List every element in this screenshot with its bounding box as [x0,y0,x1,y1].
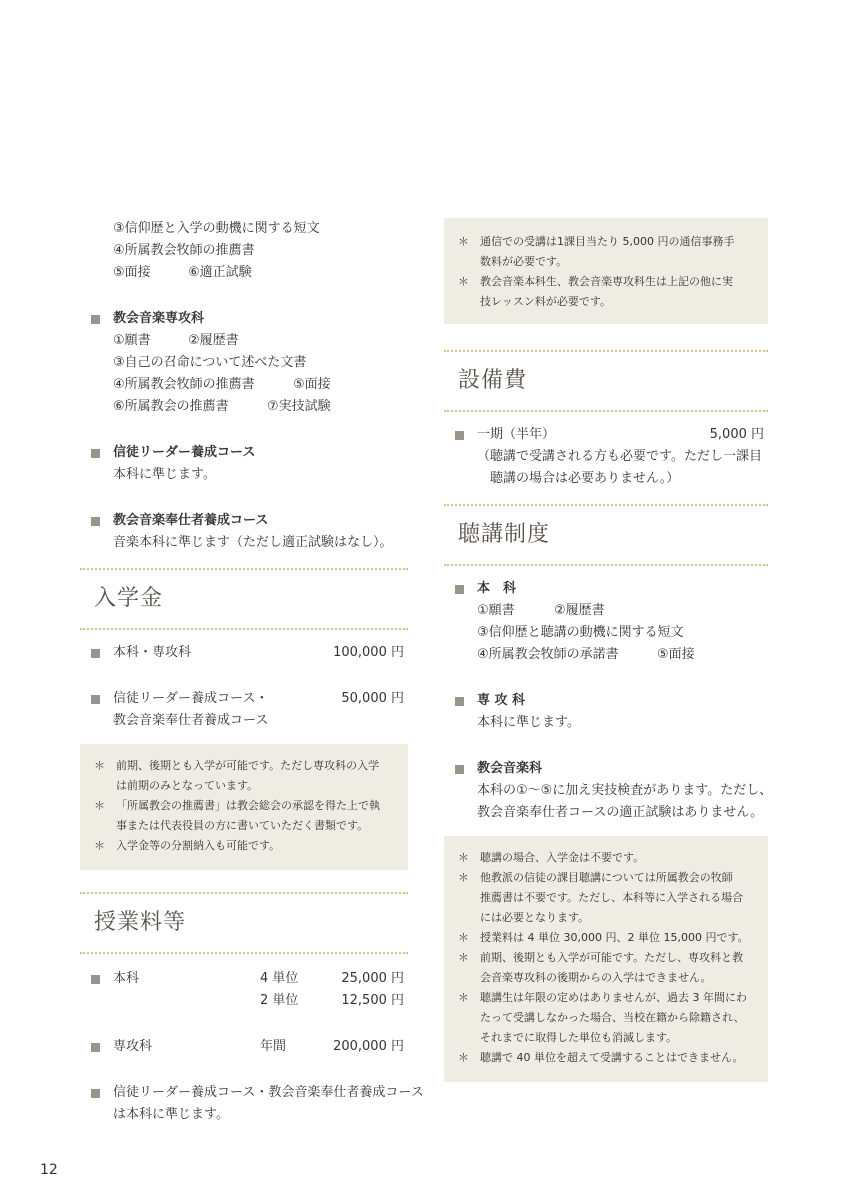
bullet-icon [91,517,100,526]
note-row: ＊ 前期、後期とも入学が可能です。ただし、専攻科と教 会音楽専攻科の後期からの入学はできません。 [458,951,744,984]
note-row: ＊ 他教派の信徒の課目聴講については所属教会の牧師 推薦書は不要です。ただし、本科等に入学される場合 には必要となります。 [458,871,744,924]
choko-notes [444,836,768,1082]
note-row: ＊ 通信での受講は1課目当たり 5,000 円の通信事務手 数料が必要です。 [458,235,735,268]
senko-row5: ⑥所属教会の推薦書 ⑦実技試験 [113,399,331,414]
setsubi-sub-2: 聴講の場合は必要ありません。） [490,471,680,486]
choko-honka-title: 本 科 [444,578,768,600]
note-row: ＊ 聴講の場合、入学金は不要です。 [458,851,645,864]
bullet-icon [91,695,100,704]
note-row: ＊ 聴講で 40 単位を超えて受講することはできません。 [458,1051,744,1064]
bullet-icon [91,975,100,984]
choko-senko-title: 専 攻 科 [444,690,768,712]
bullet-icon [455,765,464,774]
bullet-icon [91,649,100,658]
choko-ongaku-title: 教会音楽科 [444,758,768,780]
bullet-icon [455,431,464,440]
section-heading-choko: 聴講制度 [458,522,551,547]
note-row: ＊ 教会音楽本科生、教会音楽専攻科生は上記の他に実 技レッスン料が必要です。 [458,275,733,308]
requirement-3: ③信仰歴と入学の動機に関する短文 [113,221,320,236]
choko-honka-row1: ①願書 ②履歴書 [477,603,605,618]
bullet-icon [91,1089,100,1098]
note-row: ＊ 前期、後期とも入学が可能です。ただし専攻科の入学 は前期のみとなっています。 [94,759,380,792]
leader-text: 本科に準じます。 [113,467,216,482]
tuition-other: 信徒リーダー養成コース・教会音楽奉仕者養成コース [80,1082,408,1104]
bullet-icon [91,449,100,458]
tuition-honka: 本科 4 単位 25,000 円 [80,968,408,990]
page-number: 12 [40,1162,58,1178]
requirement-4: ④所属教会牧師の推薦書 [113,243,255,258]
choko-senko-text: 本科に準じます。 [477,715,580,730]
requirement-5-6: ⑤面接 ⑥適正試験 [113,265,252,280]
fee-leader: 信徒リーダー養成コース・ 50,000 円 [80,688,408,710]
leader-title: 信徒リーダー養成コース [80,442,408,464]
setsubi-fee: 一期（半年） 5,000 円 [444,424,768,446]
tuition-honka-2: 2 単位 12,500 円 [260,993,404,1008]
setsubi-sub-1: （聴講で受講される方も必要です。ただし一課目 [477,449,762,464]
fee-leader-line2: 教会音楽奉仕者養成コース [113,713,269,728]
choko-ongaku-line1: 本科の①〜⑤に加え実技検査があります。ただし、 [477,783,773,798]
tuition-senko: 専攻科 年間 200,000 円 [80,1036,408,1058]
top-notes [444,218,768,324]
bullet-icon [91,1043,100,1052]
note-row: ＊ 聴講生は年限の定めはありませんが、過去 3 年間にわ たって受講しなかった場合、当校在籍から除籍され、 それまでに取得した単位も消滅します。 [458,991,747,1044]
senko-title: 教会音楽専攻科 [80,308,408,330]
bullet-icon [455,585,464,594]
hoshi-text: 音楽本科に準じます（ただし適正試験はなし）。 [113,535,393,550]
senko-row4: ④所属教会牧師の推薦書 ⑤面接 [113,377,331,392]
choko-ongaku-line2: 教会音楽奉仕者コースの適正試験はありません。 [477,805,764,820]
left-column [80,218,424,1126]
bullet-icon [455,697,464,706]
senko-line3: ③自己の召命について述べた文書 [113,355,307,370]
note-row: ＊ 「所属教会の推薦書」は教会総会の承認を得た上で執 事または代表役員の方に書いていただく書類です。 [94,799,380,832]
section-heading-nyugakukin: 入学金 [94,586,164,611]
nyugakukin-notes [80,744,408,870]
bullet-icon [91,315,100,324]
right-column [444,218,773,1082]
tuition-other-line2: は本科に準じます。 [113,1107,229,1122]
choko-honka-line2: ③信仰歴と聴講の動機に関する短文 [477,625,684,640]
section-heading-jugyoryo: 授業料等 [94,910,187,935]
section-heading-setsubi: 設備費 [458,368,528,393]
note-row: ＊ 入学金等の分割納入も可能です。 [94,839,281,852]
fee-honka: 本科・専攻科 100,000 円 [80,642,408,664]
choko-honka-row3: ④所属教会牧師の承諾書 ⑤面接 [477,647,695,662]
hoshi-title: 教会音楽奉仕者養成コース [80,510,408,532]
senko-row1: ①願書 ②履歴書 [113,333,239,348]
note-row: ＊ 授業料は 4 単位 30,000 円、2 単位 15,000 円です。 [458,931,749,944]
